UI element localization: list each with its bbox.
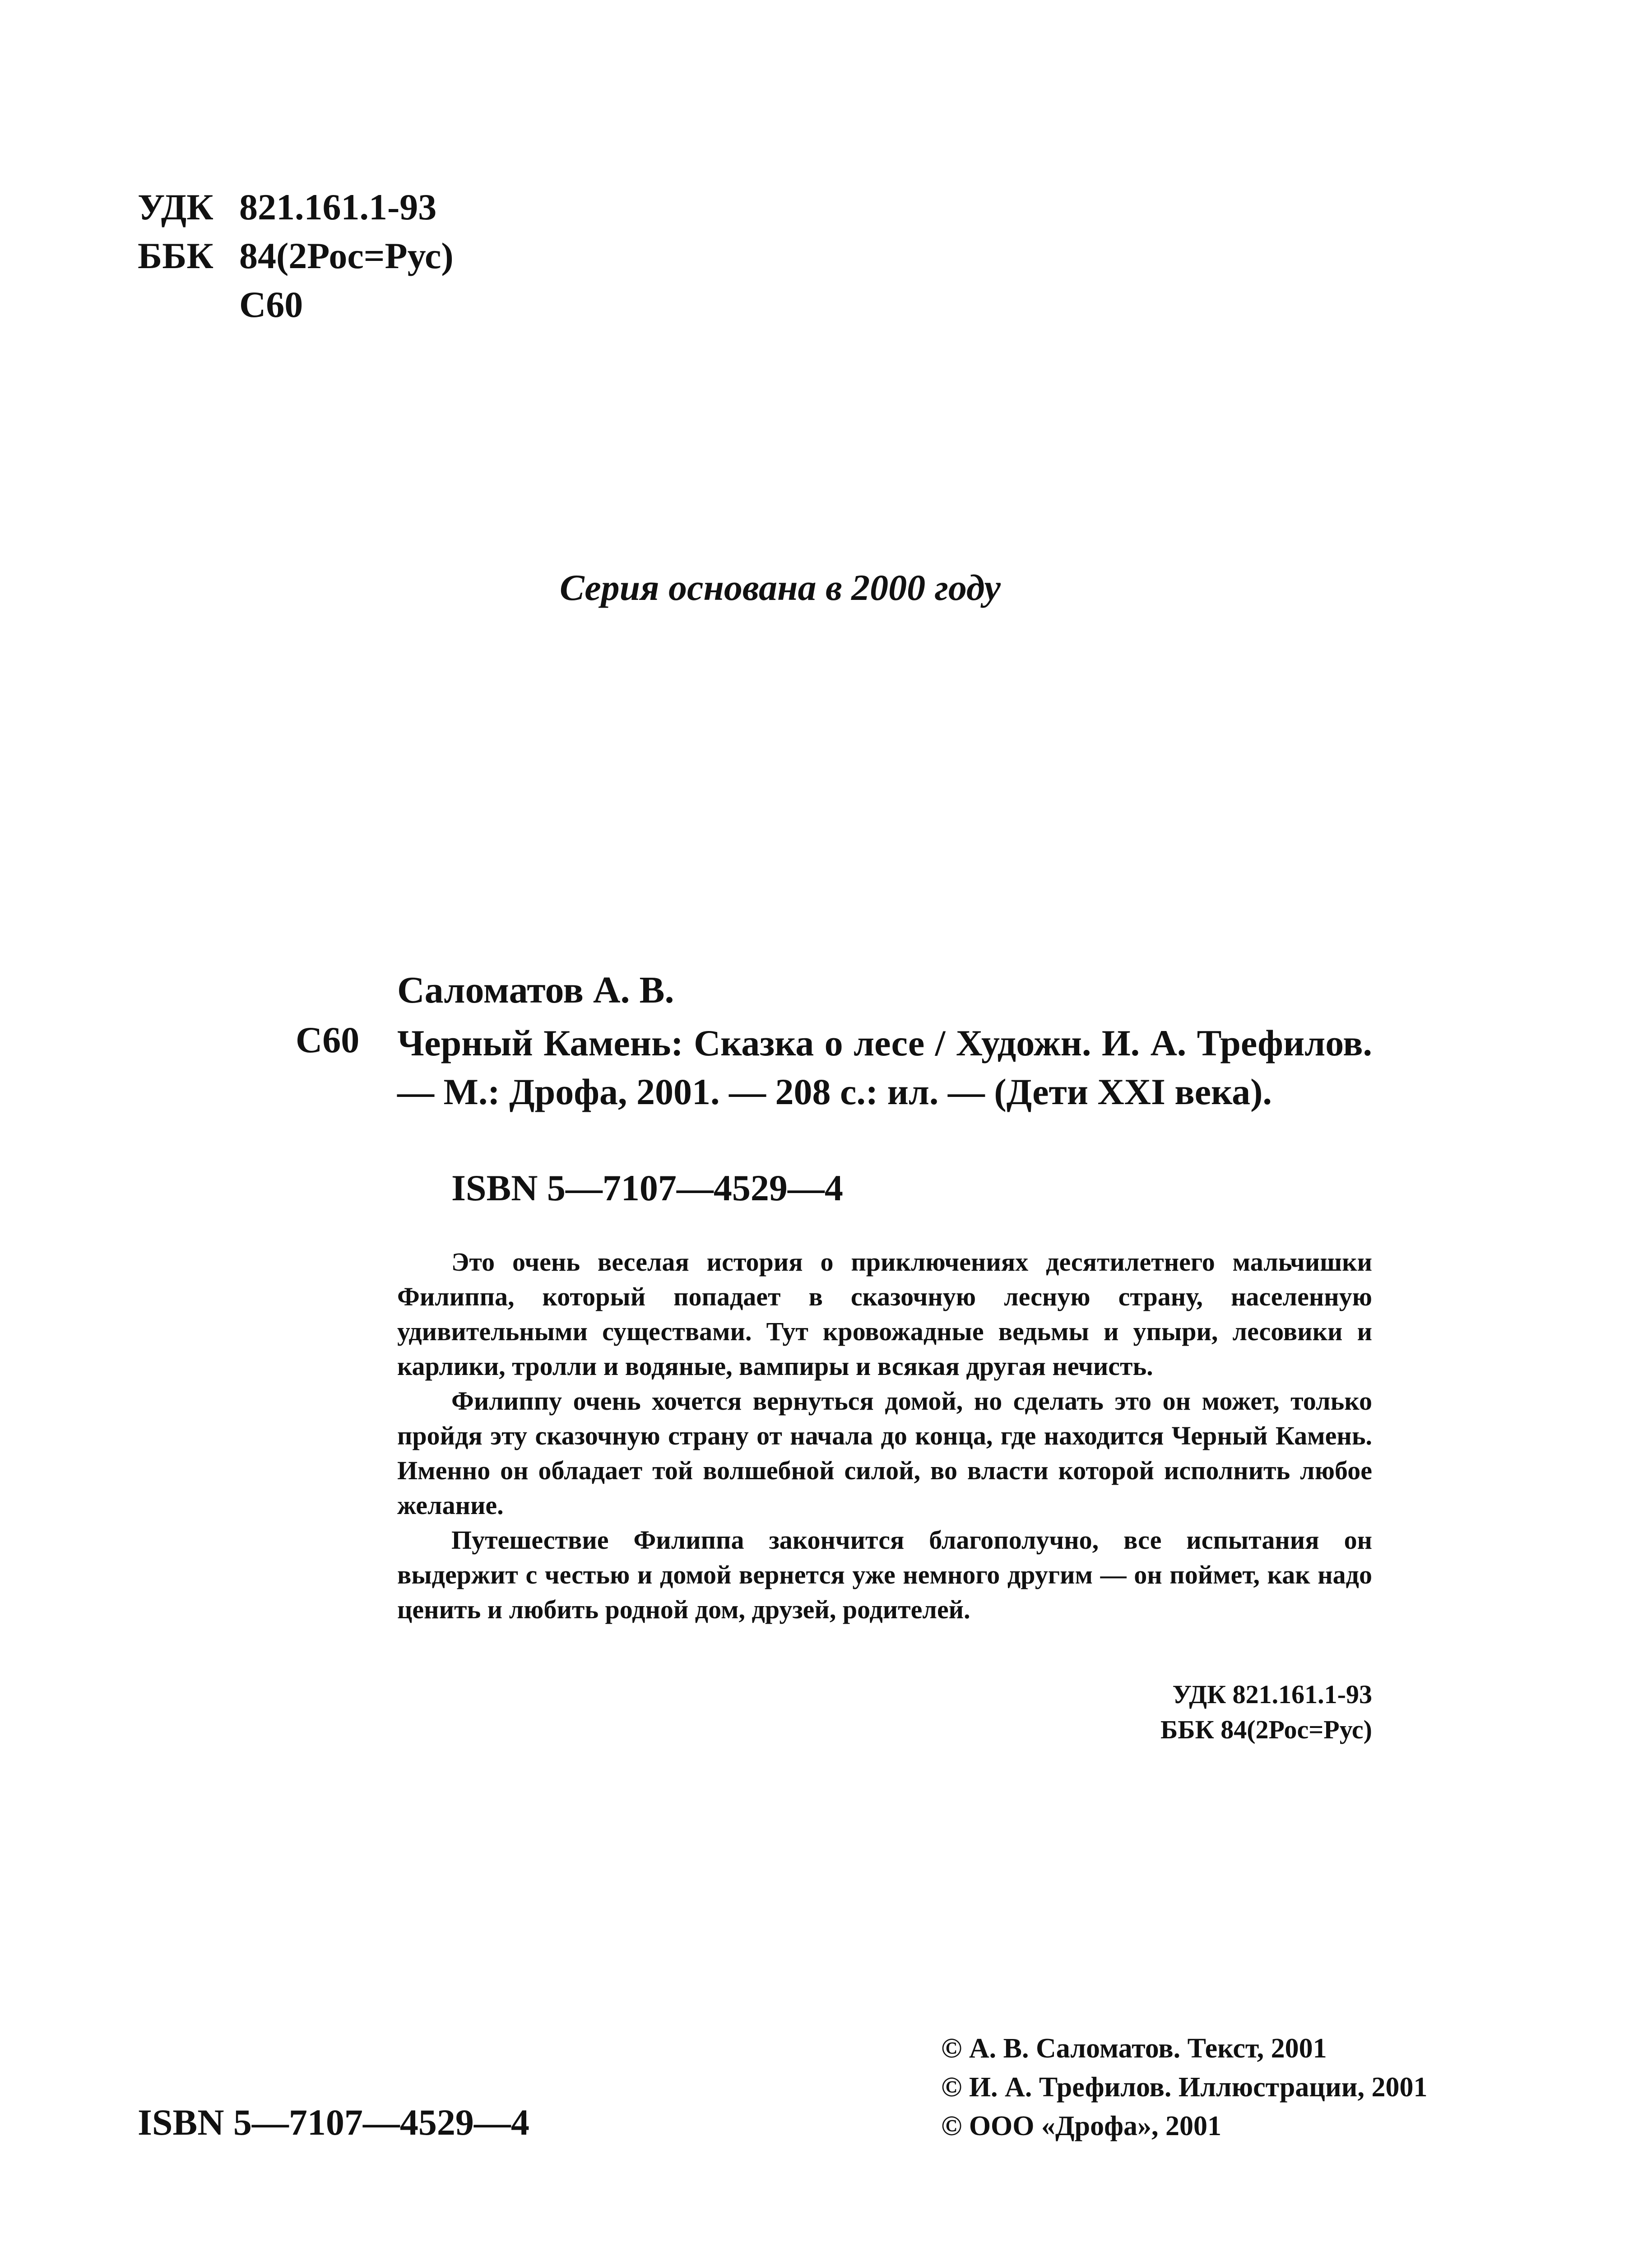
author-mark-row: [138, 280, 454, 329]
bbk-bottom: ББК 84(2Рос=Рус): [1160, 1715, 1372, 1744]
classification-block-top: [138, 183, 454, 329]
annotation-paragraph: Филиппу очень хочется вернуться домой, но сделать это он может, только пройдя эту сказочную страну от начала до конца, где находится Черный Камень. Именно он обладает той волшебной силой, во власти которой исполнить любое желание.: [397, 1386, 1372, 1520]
classification-block-bottom: [1160, 1677, 1372, 1747]
author-heading: Саломатов А. В.: [397, 969, 674, 1011]
copyright-line: © А. В. Саломатов. Текст, 2001: [941, 2033, 1327, 2064]
isbn-record: ISBN 5—7107—4529—4: [451, 1167, 843, 1208]
author-mark-left: С60: [296, 1019, 360, 1060]
title-description: Черный Камень: Сказка о лесе / Художн. И. А. Трефилов. — М.: Дрофа, 2001. — 208 с.: ил. — (Дети XXI века).: [397, 1022, 1372, 1112]
annotation-paragraph: Путешествие Филиппа закончится благополучно, все испытания он выдержит с честью и домой вернется уже немного другим — он поймет, как надо ценить и любить родной дом, друзей, родителей.: [397, 1525, 1372, 1624]
bbk-label: ББК: [138, 235, 213, 276]
isbn-footer: ISBN 5—7107—4529—4: [138, 2102, 529, 2143]
annotation: [397, 1245, 1372, 1627]
copyright-block: [941, 2029, 1427, 2146]
udk-label: УДК: [138, 186, 213, 228]
bbk-code: 84(2Рос=Рус): [239, 235, 454, 276]
udk-code: 821.161.1-93: [239, 186, 437, 228]
udk-bottom: УДК 821.161.1-93: [1172, 1680, 1372, 1709]
author-mark: С60: [239, 284, 303, 325]
udk-row: [138, 183, 454, 232]
copyright-line: © И. А. Трефилов. Иллюстрации, 2001: [941, 2072, 1428, 2103]
series-note: Серия основана в 2000 году: [560, 567, 1001, 608]
bbk-row: [138, 232, 454, 280]
annotation-paragraph: Это очень веселая история о приключениях десятилетнего мальчишки Филиппа, который попадает в сказочную лесную страну, населенную удивительными существами. Тут кровожадные ведьмы и упыри, лесовики и карлики, тролли и водяные, вампиры и всякая другая нечисть.: [397, 1247, 1372, 1381]
copyright-line: © ООО «Дрофа», 2001: [941, 2111, 1222, 2141]
